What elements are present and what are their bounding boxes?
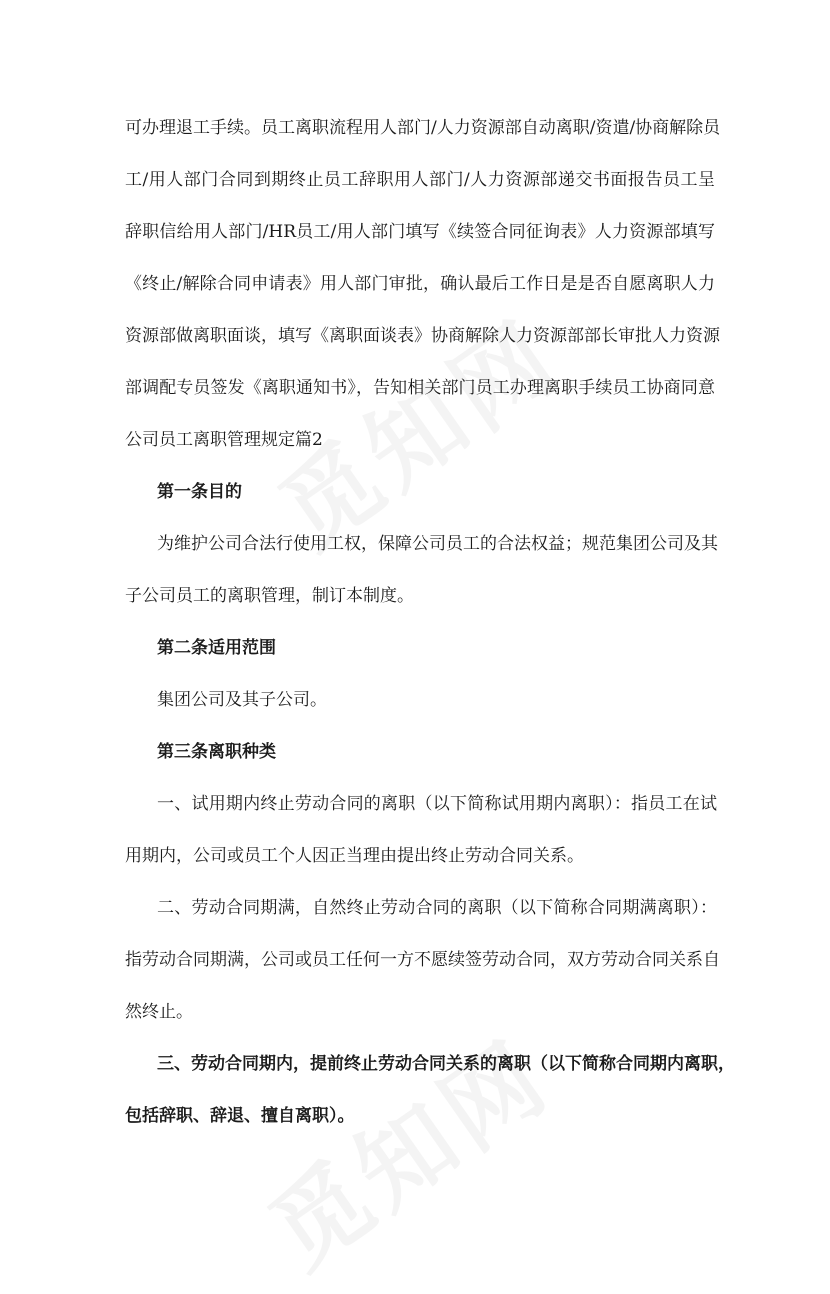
- watermark: [239, 1003, 573, 1294]
- paragraph-line: 辞职信给用人部门/HR员工/用人部门填写《续签合同征询表》人力资源部填写: [125, 222, 715, 242]
- paragraph-line: 《终止/解除合同申请表》用人部门审批，确认最后工作日是是否自愿离职人力: [125, 274, 715, 294]
- paragraph-line: 用期内，公司或员工个人因正当理由提出终止劳动合同关系。: [125, 846, 584, 866]
- paragraph-line: 然终止。: [125, 1002, 193, 1022]
- paragraph-line: 部调配专员签发《离职通知书》，告知相关部门员工办理离职手续员工协商同意: [125, 378, 715, 398]
- paragraph-line: 可办理退工手续。员工离职流程用人部门/人力资源部自动离职/资遣/协商解除员: [125, 118, 721, 138]
- paragraph-line: 工/用人部门合同到期终止员工辞职用人部门/人力资源部递交书面报告员工呈: [125, 170, 715, 190]
- article-heading: 第一条目的: [157, 482, 242, 502]
- paragraph-line: 为维护公司合法行使用工权，保障公司员工的合法权益；规范集团公司及其: [157, 534, 718, 554]
- paragraph-line: 三、劳动合同期内，提前终止劳动合同关系的离职（以下简称合同期内离职，: [157, 1054, 735, 1074]
- article-heading: 第三条离职种类: [157, 742, 276, 762]
- paragraph-line: 包括辞职、辞退、擅自离职）。: [125, 1106, 355, 1126]
- article-heading: 第二条适用范围: [157, 638, 276, 658]
- paragraph-line: 集团公司及其子公司。: [157, 690, 327, 710]
- paragraph-line: 指劳动合同期满，公司或员工任何一方不愿续签劳动合同，双方劳动合同关系自: [125, 950, 720, 970]
- section-title: 公司员工离职管理规定篇2: [125, 430, 323, 450]
- paragraph-line: 子公司员工的离职管理，制订本制度。: [125, 586, 414, 606]
- paragraph-line: 一、试用期内终止劳动合同的离职（以下简称试用期内离职）：指员工在试: [157, 794, 717, 814]
- paragraph-line: 二、劳动合同期满，自然终止劳动合同的离职（以下简称合同期满离职）：: [157, 898, 717, 918]
- paragraph-line: 资源部做离职面谈，填写《离职面谈表》协商解除人力资源部部长审批人力资源: [125, 326, 720, 346]
